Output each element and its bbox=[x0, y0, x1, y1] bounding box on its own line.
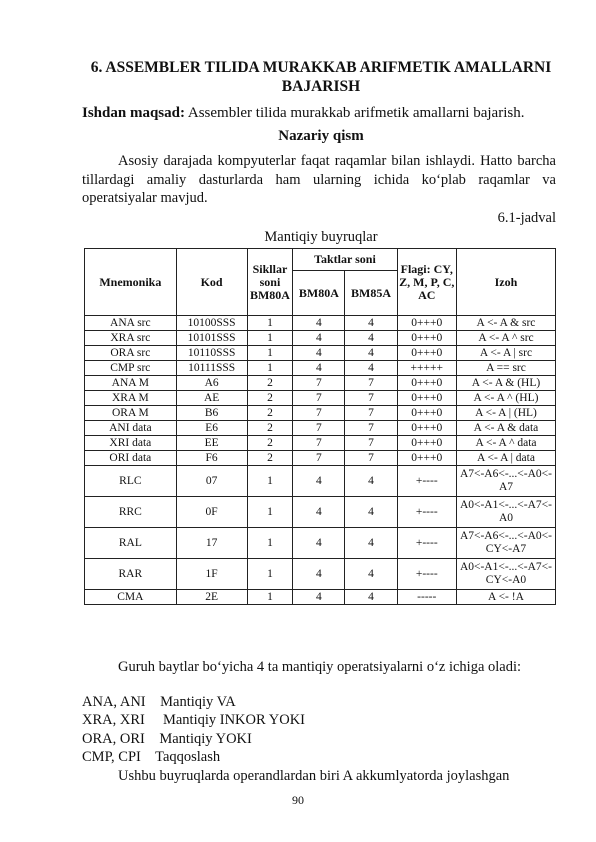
cell-note: A0<-A1<-...<-A7<-CY<-A0 bbox=[456, 559, 555, 590]
logic-instructions-table bbox=[84, 248, 556, 605]
cell-note: A <- !A bbox=[456, 590, 555, 605]
cell-note: A <- A ^ src bbox=[456, 331, 555, 346]
cell-flags: +---- bbox=[397, 528, 456, 559]
cell-ticks-bm80a: 4 bbox=[293, 590, 345, 605]
command-description: Mantiqiy VA bbox=[160, 694, 236, 710]
cell-ticks-bm80a: 7 bbox=[293, 406, 345, 421]
cell-mnemonic: ANA M bbox=[85, 376, 177, 391]
purpose-label: Ishdan maqsad: bbox=[82, 105, 185, 121]
command-line bbox=[82, 730, 252, 749]
cell-ticks-bm80a: 7 bbox=[293, 451, 345, 466]
command-line bbox=[82, 693, 236, 712]
cell-code: 2E bbox=[176, 590, 247, 605]
cell-cycles: 1 bbox=[247, 497, 293, 528]
cell-ticks-bm85a: 7 bbox=[345, 376, 397, 391]
chapter-title: 6. ASSEMBLER TILIDA MURAKKAB ARIFMETIK AMALLARNI BAJARISH bbox=[90, 59, 552, 95]
command-name: ORA, ORI bbox=[82, 731, 145, 747]
cell-cycles: 1 bbox=[247, 466, 293, 497]
cell-code: E6 bbox=[176, 421, 247, 436]
table-body bbox=[85, 316, 556, 605]
cell-ticks-bm85a: 4 bbox=[345, 346, 397, 361]
header-mnemonic: Mnemonika bbox=[85, 249, 177, 316]
cell-cycles: 2 bbox=[247, 436, 293, 451]
cell-mnemonic: ANA src bbox=[85, 316, 177, 331]
cell-note: A0<-A1<-...<-A7<-A0 bbox=[456, 497, 555, 528]
cell-ticks-bm80a: 4 bbox=[293, 497, 345, 528]
cell-ticks-bm85a: 4 bbox=[345, 361, 397, 376]
cell-ticks-bm80a: 4 bbox=[293, 346, 345, 361]
cell-cycles: 2 bbox=[247, 391, 293, 406]
cell-flags: +---- bbox=[397, 466, 456, 497]
table-row bbox=[85, 451, 556, 466]
cell-ticks-bm80a: 7 bbox=[293, 391, 345, 406]
cell-flags: 0+++0 bbox=[397, 346, 456, 361]
cell-ticks-bm85a: 7 bbox=[345, 391, 397, 406]
command-name: CMP, CPI bbox=[82, 749, 141, 765]
cell-ticks-bm85a: 4 bbox=[345, 497, 397, 528]
cell-mnemonic: XRA src bbox=[85, 331, 177, 346]
cell-cycles: 1 bbox=[247, 331, 293, 346]
cell-ticks-bm85a: 7 bbox=[345, 436, 397, 451]
header-note: Izoh bbox=[456, 249, 555, 316]
cell-ticks-bm80a: 4 bbox=[293, 331, 345, 346]
cell-code: 17 bbox=[176, 528, 247, 559]
cell-cycles: 2 bbox=[247, 451, 293, 466]
command-line bbox=[82, 748, 220, 767]
command-line bbox=[82, 711, 305, 730]
table-row bbox=[85, 316, 556, 331]
cell-ticks-bm80a: 4 bbox=[293, 466, 345, 497]
table-number: 6.1-jadval bbox=[497, 210, 556, 226]
cell-note: A <- A | src bbox=[456, 346, 555, 361]
cell-flags: +---- bbox=[397, 497, 456, 528]
cell-ticks-bm85a: 7 bbox=[345, 406, 397, 421]
header-cycles: Sikllar soni BM80A bbox=[247, 249, 293, 316]
cell-code: 10111SSS bbox=[176, 361, 247, 376]
cell-mnemonic: RLC bbox=[85, 466, 177, 497]
cell-ticks-bm80a: 4 bbox=[293, 316, 345, 331]
cell-ticks-bm80a: 7 bbox=[293, 436, 345, 451]
cell-ticks-bm85a: 7 bbox=[345, 421, 397, 436]
table-row bbox=[85, 376, 556, 391]
cell-ticks-bm80a: 4 bbox=[293, 528, 345, 559]
cell-mnemonic: ANI data bbox=[85, 421, 177, 436]
cell-note: A <- A & src bbox=[456, 316, 555, 331]
cell-ticks-bm80a: 4 bbox=[293, 361, 345, 376]
cell-mnemonic: XRA M bbox=[85, 391, 177, 406]
table-row bbox=[85, 590, 556, 605]
header-ticks-bm80a: BM80A bbox=[293, 271, 345, 316]
cell-cycles: 2 bbox=[247, 421, 293, 436]
cell-mnemonic: ORA src bbox=[85, 346, 177, 361]
cell-note: A <- A ^ data bbox=[456, 436, 555, 451]
table-caption: Mantiqiy buyruqlar bbox=[264, 229, 378, 245]
cell-flags: 0+++0 bbox=[397, 451, 456, 466]
cell-ticks-bm80a: 7 bbox=[293, 376, 345, 391]
cell-code: 07 bbox=[176, 466, 247, 497]
header-ticks-bm85a: BM85A bbox=[345, 271, 397, 316]
purpose-text: Assembler tilida murakkab arifmetik amallarni bajarish. bbox=[184, 105, 525, 121]
cell-mnemonic: ORI data bbox=[85, 451, 177, 466]
cell-flags: 0+++0 bbox=[397, 436, 456, 451]
cell-cycles: 1 bbox=[247, 316, 293, 331]
cell-code: 1F bbox=[176, 559, 247, 590]
cell-mnemonic: RAL bbox=[85, 528, 177, 559]
cell-cycles: 1 bbox=[247, 590, 293, 605]
cell-cycles: 1 bbox=[247, 559, 293, 590]
table-row bbox=[85, 361, 556, 376]
section-heading: Nazariy qism bbox=[278, 128, 364, 144]
cell-mnemonic: RAR bbox=[85, 559, 177, 590]
cell-flags: 0+++0 bbox=[397, 421, 456, 436]
cell-note: A7<-A6<-...<-A0<-CY<-A7 bbox=[456, 528, 555, 559]
cell-mnemonic: CMA bbox=[85, 590, 177, 605]
command-description: Mantiqiy YOKI bbox=[159, 731, 252, 747]
cell-flags: 0+++0 bbox=[397, 376, 456, 391]
cell-ticks-bm85a: 4 bbox=[345, 559, 397, 590]
table-row bbox=[85, 528, 556, 559]
cell-ticks-bm85a: 7 bbox=[345, 451, 397, 466]
cell-note: A <- A ^ (HL) bbox=[456, 391, 555, 406]
table-row bbox=[85, 331, 556, 346]
cell-flags: 0+++0 bbox=[397, 316, 456, 331]
table-row bbox=[85, 497, 556, 528]
cell-ticks-bm85a: 4 bbox=[345, 331, 397, 346]
cell-cycles: 2 bbox=[247, 376, 293, 391]
table-row bbox=[85, 346, 556, 361]
cell-code: 10110SSS bbox=[176, 346, 247, 361]
cell-code: AE bbox=[176, 391, 247, 406]
command-name: XRA, XRI bbox=[82, 712, 145, 728]
table-row bbox=[85, 421, 556, 436]
cell-note: A7<-A6<-...<-A0<-A7 bbox=[456, 466, 555, 497]
cell-ticks-bm85a: 4 bbox=[345, 466, 397, 497]
cell-cycles: 1 bbox=[247, 346, 293, 361]
intro-paragraph: Asosiy darajada kompyuterlar faqat raqamlar bilan ishlaydi. Hatto barcha tillardagi amaliy dasturlarda ham ularning ichida ko‘plab raqamlar va operatsiyalar mavjud. bbox=[82, 153, 556, 206]
purpose-line bbox=[82, 104, 560, 123]
table-row bbox=[85, 406, 556, 421]
cell-cycles: 1 bbox=[247, 361, 293, 376]
cell-note: A <- A | data bbox=[456, 451, 555, 466]
cell-code: B6 bbox=[176, 406, 247, 421]
cell-code: 10101SSS bbox=[176, 331, 247, 346]
cell-cycles: 2 bbox=[247, 406, 293, 421]
cell-mnemonic: RRC bbox=[85, 497, 177, 528]
cell-note: A <- A | (HL) bbox=[456, 406, 555, 421]
operands-paragraph: Ushbu buyruqlarda operandlardan biri A akkumlyatorda joylashgan bbox=[118, 768, 510, 784]
group-paragraph: Guruh baytlar bo‘yicha 4 ta mantiqiy operatsiyalarni o‘z ichiga oladi: bbox=[118, 659, 522, 675]
cell-flags: 0+++0 bbox=[397, 406, 456, 421]
cell-note: A == src bbox=[456, 361, 555, 376]
cell-note: A <- A & (HL) bbox=[456, 376, 555, 391]
page-number: 90 bbox=[292, 793, 304, 807]
command-description: Taqqoslash bbox=[155, 749, 221, 765]
cell-cycles: 1 bbox=[247, 528, 293, 559]
cell-ticks-bm80a: 4 bbox=[293, 559, 345, 590]
cell-code: F6 bbox=[176, 451, 247, 466]
header-code: Kod bbox=[176, 249, 247, 316]
cell-flags: +---- bbox=[397, 559, 456, 590]
table-row bbox=[85, 466, 556, 497]
cell-mnemonic: ORA M bbox=[85, 406, 177, 421]
cell-ticks-bm85a: 4 bbox=[345, 590, 397, 605]
cell-flags: 0+++0 bbox=[397, 391, 456, 406]
cell-code: EE bbox=[176, 436, 247, 451]
cell-mnemonic: XRI data bbox=[85, 436, 177, 451]
cell-mnemonic: CMP src bbox=[85, 361, 177, 376]
cell-code: 0F bbox=[176, 497, 247, 528]
cell-code: 10100SSS bbox=[176, 316, 247, 331]
header-ticks: Taktlar soni bbox=[293, 249, 397, 271]
table-row bbox=[85, 559, 556, 590]
header-flags: Flagi: CY, Z, M, P, C, AC bbox=[397, 249, 456, 316]
cell-code: A6 bbox=[176, 376, 247, 391]
cell-note: A <- A & data bbox=[456, 421, 555, 436]
cell-ticks-bm85a: 4 bbox=[345, 528, 397, 559]
cell-flags: 0+++0 bbox=[397, 331, 456, 346]
cell-flags: +++++ bbox=[397, 361, 456, 376]
command-description: Mantiqiy INKOR YOKI bbox=[162, 712, 306, 728]
cell-ticks-bm85a: 4 bbox=[345, 316, 397, 331]
table-row bbox=[85, 391, 556, 406]
cell-ticks-bm80a: 7 bbox=[293, 421, 345, 436]
command-name: ANA, ANI bbox=[82, 694, 146, 710]
table-row bbox=[85, 436, 556, 451]
cell-flags: ----- bbox=[397, 590, 456, 605]
